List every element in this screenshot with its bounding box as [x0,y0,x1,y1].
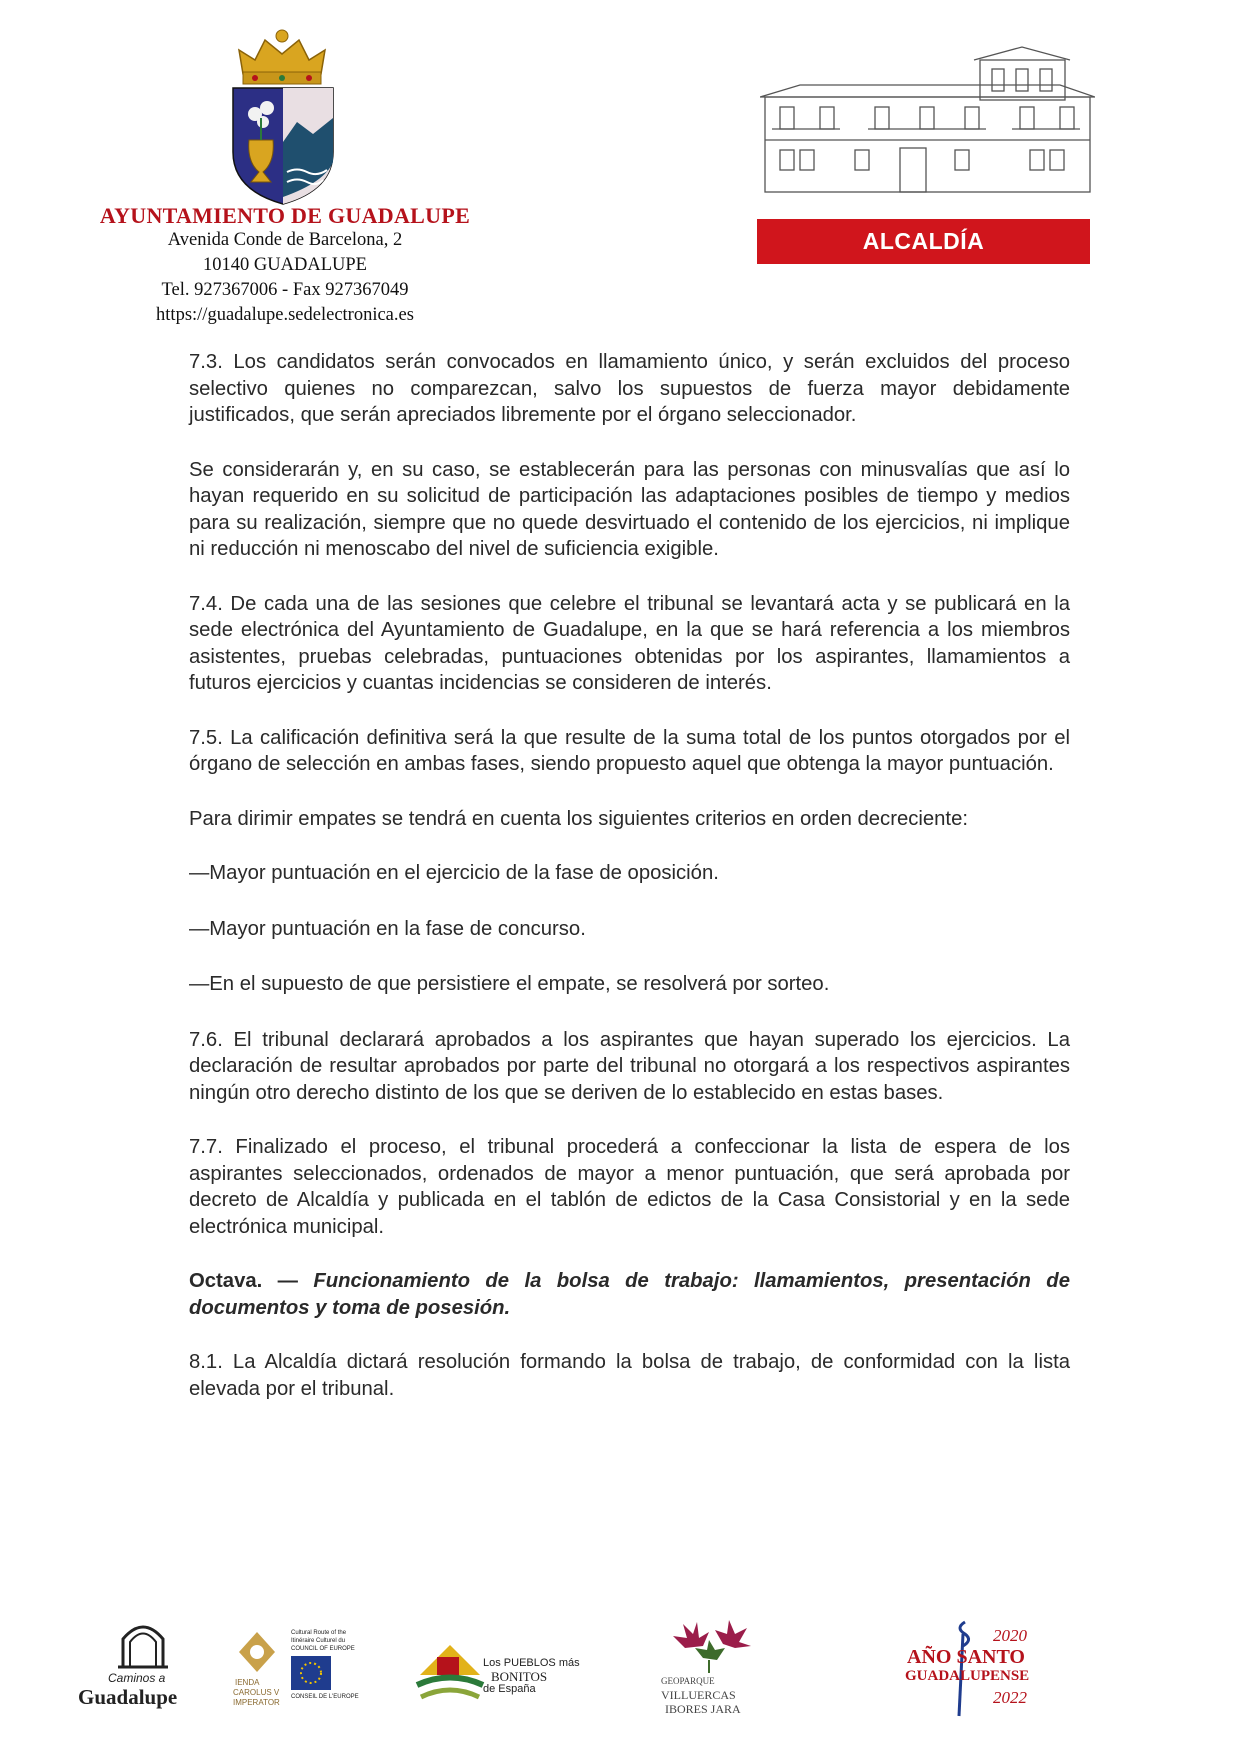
paragraph-7-5: 7.5. La calificación definitiva será la que resulte de la suma total de los puntos otorgados por el órgano de selección en ambas fases, siendo propuesto aquel que obtenga la mayor puntuación. [189,726,1070,775]
pueblos-mas-bonitos-logo [415,1635,580,1707]
ano-year-start: 2020 [993,1626,1027,1645]
paragraph-8-1: 8.1. La Alcaldía dictará resolución formando la bolsa de trabajo, de conformidad con la lista elevada por el tribunal. [189,1351,1070,1400]
address-website: https://guadalupe.sedelectronica.es [156,305,414,325]
council-text-3: COUNCIL OF EUROPE [291,1646,355,1652]
paragraph-7-4: 7.4. De cada una de las sesiones que celebre el tribunal se levantará acta y se publicará en la sede electrónica del Ayuntamiento de Guadalupe, en la que se hará referencia a los miembros asistentes, pruebas celebradas, puntuaciones obtenidas por los aspirantes, llamamientos a futuros ejercicios y cuantas incidencias se consideren de interés. [189,592,1070,694]
ano-title-2: GUADALUPENSE [905,1668,1030,1684]
council-text-4: CONSEIL DE L'EUROPE [291,1694,359,1700]
town-hall-building-illustration [760,45,1095,195]
carolus-text-3: IMPERATOR [233,1698,280,1707]
council-text-2: Itinéraire Culturel du [291,1638,346,1644]
pueblos-text-2: BONITOS [491,1669,548,1684]
paragraph-empates: Para dirimir empates se tendrá en cuenta los siguientes criterios en orden decreciente: [189,807,968,830]
carolus-council-of-europe-logo [233,1630,368,1715]
pueblos-text-3: de España [483,1683,536,1695]
carolus-text-2: CAROLUS V [233,1688,280,1697]
geo-text-2: VILLUERCAS [661,1688,736,1702]
address-city: 10140 GUADALUPE [203,255,367,275]
council-of-europe-flag-icon [291,1656,331,1690]
department-banner: ALCALDÍA [757,219,1090,264]
caminos-a-guadalupe-logo [78,1617,208,1712]
geo-text-3: IBORES JARA [665,1702,741,1716]
document-body [189,349,1070,1430]
geo-text-1: GEOPARQUE [661,1676,715,1686]
paragraph-7-3: 7.3. Los candidatos serán convocados en llamamiento único, y serán excluidos del proceso selectivo quienes no comparezcan, salvo los supuestos de fuerza mayor debidamente justificados, que serán apreciados libremente por el órgano seleccionador. [189,351,1070,426]
paragraph-7-7: 7.7. Finalizado el proceso, el tribunal procederá a confeccionar la lista de espera de los aspirantes seleccionados, ordenados de mayor a menor puntuación, que será aprobada por decreto de Alcaldía y publicada en el tablón de edictos de la Casa Consistorial y en la sede electrónica municipal. [189,1136,1070,1238]
geoparque-villuercas-logo [655,1618,765,1718]
caminos-text-1: Caminos a [108,1671,166,1685]
paragraph-7-6: 7.6. El tribunal declarará aprobados a los aspirantes que hayan superado los ejercicios. La declaración de resultar aprobados por parte del tribunal no otorgará a los respectivos aspirantes ningún otro derecho distinto de los que se deriven de lo establecido en estas bases. [189,1028,1070,1104]
carolus-text-1: IENDA [235,1678,260,1687]
paragraph-adaptaciones: Se considerarán y, en su caso, se establecerán para las personas con minusvalías que así lo hayan requerido en su solicitud de participación las adaptaciones posibles de tiempo y medios para su realización, siempre que no quede desvirtuado el contenido de los ejercicios, ni implique ni reducción ni menoscabo del nivel de suficiencia exigible. [189,458,1070,560]
section-heading-octava [189,1268,1070,1321]
address-phone: Tel. 927367006 - Fax 927367049 [161,280,409,300]
criterion-2: —Mayor puntuación en la fase de concurso. [189,917,586,940]
organization-name: AYUNTAMIENTO DE GUADALUPE [99,203,471,228]
heading-title: Funcionamiento de la bolsa de trabajo: llamamientos, presentación de documentos y toma de posesión. [189,1270,1070,1319]
criterion-1: —Mayor puntuación en el ejercicio de la fase de oposición. [189,862,719,884]
coat-of-arms-logo [225,22,340,207]
council-text-1: Cultural Route of the [291,1630,347,1636]
address-street: Avenida Conde de Barcelona, 2 [167,230,403,250]
caminos-text-2: Guadalupe [78,1685,178,1709]
ano-santo-guadalupense-logo [905,1618,1045,1718]
criterion-3: —En el supuesto de que persistiere el empate, se resolverá por sorteo. [189,973,830,995]
ano-year-end: 2022 [993,1688,1027,1707]
pueblos-text-1: Los PUEBLOS más [483,1657,580,1669]
heading-label: Octava. — [189,1270,298,1292]
ano-title-1: AÑO SANTO [907,1646,1025,1668]
